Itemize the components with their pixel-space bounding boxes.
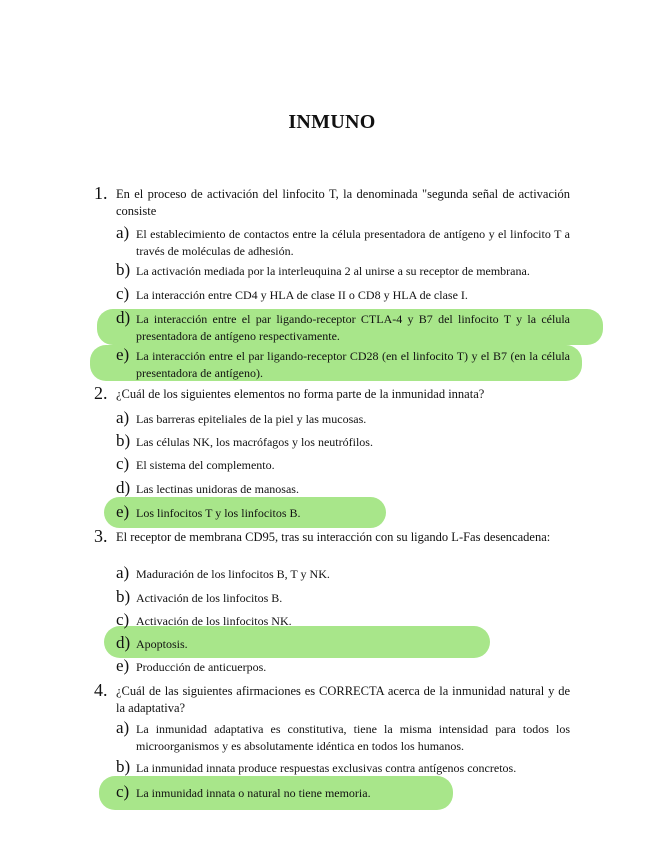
question-text: ¿Cuál de las siguientes afirmaciones es CORRECTA acerca de la inmunidad natural y de la adaptativa?	[116, 684, 570, 715]
option-text: Los linfocitos T y los linfocitos B.	[136, 506, 301, 520]
option-text: Activación de los linfocitos B.	[136, 591, 283, 605]
option-letter: e)	[116, 502, 130, 521]
page-title: INMUNO	[288, 111, 376, 133]
question-number: 3.	[94, 526, 108, 546]
question-text: El receptor de membrana CD95, tras su interacción con su ligando L-Fas desencadena:	[116, 530, 551, 544]
option-text: La inmunidad innata o natural no tiene memoria.	[136, 786, 371, 800]
option-letter: a)	[116, 563, 130, 582]
question-number: 1.	[94, 183, 108, 203]
question	[94, 183, 570, 220]
option-letter: e)	[116, 345, 130, 364]
option-text: Las barreras epiteliales de la piel y las mucosas.	[136, 412, 367, 426]
question-number: 4.	[94, 680, 108, 700]
answer-option	[116, 782, 570, 802]
option-text: La interacción entre CD4 y HLA de clase II o CD8 y HLA de clase I.	[136, 288, 468, 302]
question-text: En el proceso de activación del linfocito T, la denominada "segunda señal de activación consiste	[116, 187, 570, 218]
option-text: Maduración de los linfocitos B, T y NK.	[136, 567, 330, 581]
option-text: El establecimiento de contactos entre la célula presentadora de antígeno y el linfocito T a través de moléculas de adhesión.	[136, 227, 570, 258]
option-letter: c)	[116, 782, 130, 801]
option-text: El sistema del complemento.	[136, 458, 275, 472]
answer-option	[116, 718, 570, 755]
answer-option	[116, 454, 570, 474]
answer-option	[116, 284, 570, 304]
answer-option	[116, 260, 570, 280]
question	[94, 383, 570, 403]
option-text: Producción de anticuerpos.	[136, 660, 267, 674]
option-letter: d)	[116, 478, 131, 497]
option-letter: c)	[116, 284, 130, 303]
option-letter: d)	[116, 633, 131, 652]
answer-option	[116, 633, 570, 653]
option-letter: c)	[116, 610, 130, 629]
answer-option	[116, 563, 570, 583]
answer-option	[116, 502, 570, 522]
option-letter: e)	[116, 656, 130, 675]
answer-option	[116, 656, 570, 676]
option-text: Las células NK, los macrófagos y los neutrófilos.	[136, 435, 373, 449]
question-number: 2.	[94, 383, 108, 403]
option-letter: d)	[116, 308, 131, 327]
answer-option	[116, 431, 570, 451]
answer-option	[116, 610, 570, 630]
option-text: La interacción entre el par ligando-receptor CD28 (en el linfocito T) y el B7 (en la célula presentadora de antígeno).	[136, 349, 570, 380]
option-letter: b)	[116, 587, 131, 606]
option-letter: b)	[116, 757, 131, 776]
answer-option	[116, 757, 570, 777]
question	[94, 526, 570, 546]
option-letter: a)	[116, 718, 130, 737]
answer-option	[116, 345, 570, 382]
option-text: Las lectinas unidoras de manosas.	[136, 482, 299, 496]
question	[94, 680, 570, 717]
option-text: Apoptosis.	[136, 637, 188, 651]
option-letter: a)	[116, 223, 130, 242]
option-letter: b)	[116, 260, 131, 279]
option-letter: b)	[116, 431, 131, 450]
option-text: La inmunidad innata produce respuestas exclusivas contra antígenos concretos.	[136, 761, 517, 775]
answer-option	[116, 408, 570, 428]
answer-option	[116, 223, 570, 260]
option-text: La interacción entre el par ligando-receptor CTLA-4 y B7 del linfocito T y la célula presentadora de antígeno respectivamente.	[136, 312, 570, 343]
option-text: La inmunidad adaptativa es constitutiva, tiene la misma intensidad para todos los microorganismos y es absolutamente idéntica en todos los humanos.	[136, 722, 570, 753]
option-text: La activación mediada por la interleuquina 2 al unirse a su receptor de membrana.	[136, 264, 530, 278]
answer-option	[116, 308, 570, 345]
option-text: Activación de los linfocitos NK.	[136, 614, 292, 628]
option-letter: a)	[116, 408, 130, 427]
answer-option	[116, 587, 570, 607]
question-text: ¿Cuál de los siguientes elementos no forma parte de la inmunidad innata?	[116, 387, 485, 401]
option-letter: c)	[116, 454, 130, 473]
answer-option	[116, 478, 570, 498]
